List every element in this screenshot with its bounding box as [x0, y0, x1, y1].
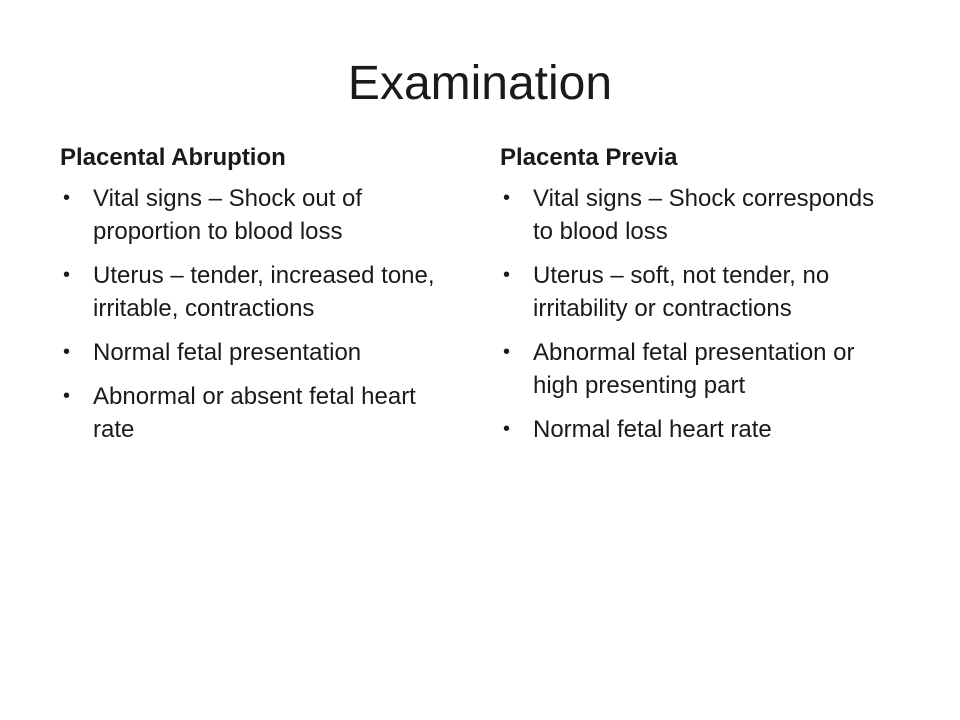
bullet-icon: •: [503, 418, 511, 440]
list-item-text: Vital signs – Shock out of proportion to blood loss: [93, 185, 363, 245]
list-item: [500, 259, 900, 325]
list-item-text: Vital signs – Shock corresponds to blood loss: [533, 185, 875, 245]
list-item: [60, 259, 460, 325]
bullet-icon: •: [63, 264, 71, 286]
bullet-icon: •: [503, 187, 511, 209]
right-bullet-list: [500, 182, 900, 446]
right-column-heading: Placenta Previa: [500, 144, 678, 171]
slide-title: Examination: [347, 57, 613, 110]
list-item: [500, 413, 900, 446]
list-item-text: Normal fetal heart rate: [533, 416, 772, 443]
bullet-icon: •: [503, 264, 511, 286]
bullet-icon: •: [63, 341, 71, 363]
right-column: [500, 140, 900, 457]
left-column: [60, 140, 460, 457]
left-column-heading: Placental Abruption: [60, 144, 286, 171]
list-item: [60, 380, 460, 446]
list-item-text: Uterus – tender, increased tone, irritable, contractions: [93, 262, 435, 322]
list-item-text: Normal fetal presentation: [93, 339, 362, 366]
list-item-text: Abnormal or absent fetal heart rate: [93, 383, 416, 443]
bullet-icon: •: [63, 187, 71, 209]
bullet-icon: •: [63, 385, 71, 407]
list-item: [500, 336, 900, 402]
list-item-text: Abnormal fetal presentation or high presenting part: [533, 339, 855, 399]
list-item-text: Uterus – soft, not tender, no irritability or contractions: [533, 262, 830, 322]
list-item: [60, 336, 460, 369]
list-item: [60, 182, 460, 248]
list-item: [500, 182, 900, 248]
bullet-icon: •: [503, 341, 511, 363]
left-bullet-list: [60, 182, 460, 446]
